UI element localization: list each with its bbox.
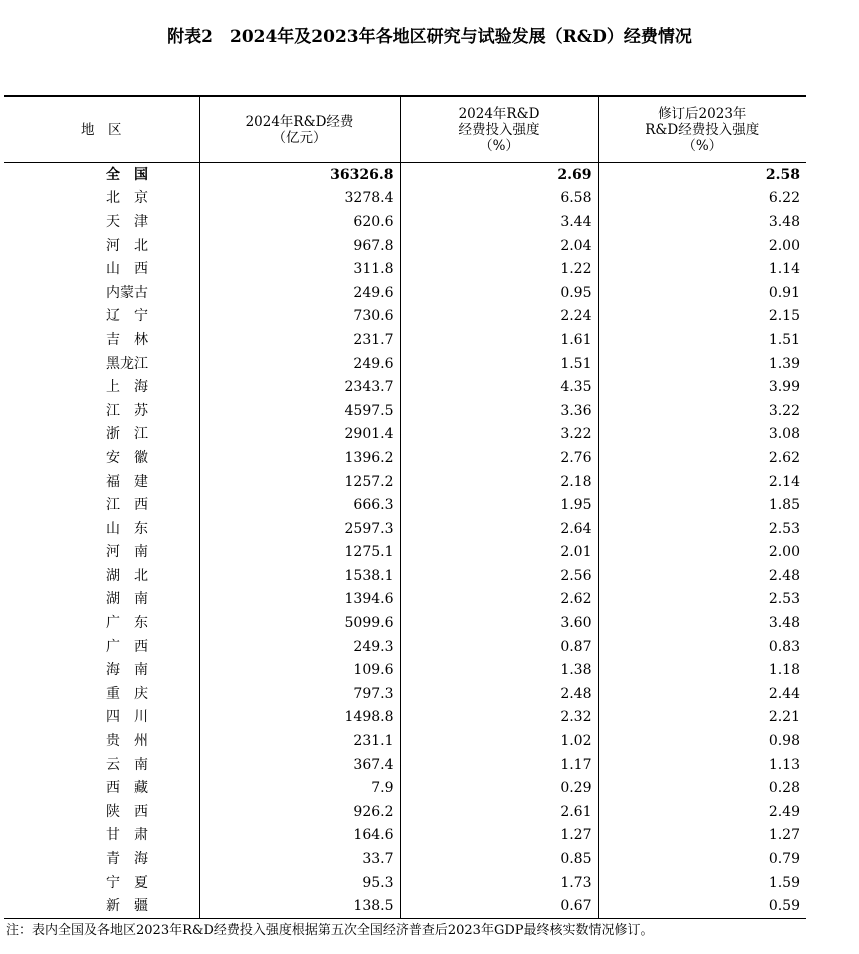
region-cell: 四 川 — [106, 709, 148, 726]
header-rd-2024-line1: 2024年R&D经费 — [245, 113, 354, 130]
intensity-2023-revised-cell: 2.62 — [598, 446, 806, 470]
intensity-2023-revised-cell: 0.79 — [598, 847, 806, 871]
region-cell: 内蒙古 — [106, 284, 148, 301]
header-intensity-2023-line2: R&D经费投入强度 — [645, 121, 760, 138]
table-row — [4, 706, 806, 730]
intensity-2024-cell: 4.35 — [400, 375, 598, 399]
rd-expenditure-table — [4, 95, 806, 919]
intensity-2024-cell: 2.18 — [400, 470, 598, 494]
rd-2024-cell: 249.3 — [199, 635, 400, 659]
region-cell: 湖 南 — [106, 591, 148, 608]
region-cell: 山 东 — [106, 520, 148, 537]
intensity-2023-revised-cell: 2.14 — [598, 470, 806, 494]
region-cell: 广 东 — [106, 615, 148, 632]
rd-2024-cell: 249.6 — [199, 281, 400, 305]
intensity-2024-cell: 1.51 — [400, 352, 598, 376]
rd-2024-cell: 1498.8 — [199, 706, 400, 730]
rd-2024-cell: 1538.1 — [199, 564, 400, 588]
intensity-2023-revised-cell: 2.15 — [598, 305, 806, 329]
region-cell: 吉 林 — [106, 331, 148, 348]
intensity-2024-cell: 1.22 — [400, 257, 598, 281]
region-cell: 云 南 — [106, 756, 148, 773]
intensity-2023-revised-cell: 3.48 — [598, 611, 806, 635]
intensity-2023-revised-cell: 1.13 — [598, 753, 806, 777]
rd-2024-cell: 1394.6 — [199, 588, 400, 612]
intensity-2023-revised-cell: 2.53 — [598, 588, 806, 612]
region-cell: 西 藏 — [106, 780, 148, 797]
intensity-2023-revised-cell: 2.49 — [598, 800, 806, 824]
rd-2024-cell: 109.6 — [199, 658, 400, 682]
table-row — [4, 517, 806, 541]
region-cell: 海 南 — [106, 662, 148, 679]
table-row — [4, 399, 806, 423]
intensity-2023-revised-cell: 2.00 — [598, 234, 806, 258]
intensity-2023-revised-cell: 2.48 — [598, 564, 806, 588]
intensity-2024-cell: 1.73 — [400, 871, 598, 895]
table-row — [4, 800, 806, 824]
rd-2024-cell: 797.3 — [199, 682, 400, 706]
rd-2024-cell: 730.6 — [199, 305, 400, 329]
rd-2024-cell: 2343.7 — [199, 375, 400, 399]
intensity-2024-cell: 2.48 — [400, 682, 598, 706]
table-row — [4, 187, 806, 211]
table-row-total — [4, 163, 806, 187]
intensity-2023-revised-cell: 3.08 — [598, 423, 806, 447]
intensity-2024-cell: 1.02 — [400, 729, 598, 753]
table-row — [4, 281, 806, 305]
region-cell: 浙 江 — [106, 426, 148, 443]
header-region-label: 地 区 — [81, 121, 122, 138]
table-row — [4, 210, 806, 234]
intensity-2023-revised-cell: 3.48 — [598, 210, 806, 234]
table-row — [4, 871, 806, 895]
header-region — [4, 96, 199, 163]
region-cell: 广 西 — [106, 638, 148, 655]
rd-2024-cell: 231.1 — [199, 729, 400, 753]
table-row — [4, 611, 806, 635]
page-title: 附表2 2024年及2023年各地区研究与试验发展（R&D）经费情况 — [167, 27, 692, 47]
region-cell: 上 海 — [106, 379, 148, 396]
intensity-2023-revised-cell: 2.44 — [598, 682, 806, 706]
intensity-2023-revised-cell: 1.18 — [598, 658, 806, 682]
intensity-2024-cell: 1.95 — [400, 493, 598, 517]
rd-2024-cell: 3278.4 — [199, 187, 400, 211]
header-intensity-2024-line1: 2024年R&D — [458, 105, 540, 122]
header-intensity-2024-line3: （%） — [479, 137, 519, 154]
rd-2024-cell: 231.7 — [199, 328, 400, 352]
intensity-2023-revised-cell: 0.98 — [598, 729, 806, 753]
header-intensity-2024 — [400, 96, 598, 163]
table-row — [4, 446, 806, 470]
region-cell: 河 北 — [106, 237, 148, 254]
intensity-2023-revised-cell: 0.28 — [598, 776, 806, 800]
rd-2024-cell: 5099.6 — [199, 611, 400, 635]
intensity-2023-revised-cell: 1.27 — [598, 824, 806, 848]
intensity-2024-cell: 2.64 — [400, 517, 598, 541]
header-rd-2024 — [199, 96, 400, 163]
table-row — [4, 423, 806, 447]
region-cell: 江 苏 — [106, 402, 148, 419]
region-cell: 宁 夏 — [106, 874, 148, 891]
intensity-2024-cell: 2.69 — [400, 163, 598, 187]
table-row — [4, 658, 806, 682]
intensity-2023-revised-cell: 1.14 — [598, 257, 806, 281]
region-cell: 天 津 — [106, 213, 148, 230]
intensity-2023-revised-cell: 1.51 — [598, 328, 806, 352]
rd-2024-cell: 1257.2 — [199, 470, 400, 494]
intensity-2024-cell: 1.38 — [400, 658, 598, 682]
table-row — [4, 682, 806, 706]
intensity-2024-cell: 2.62 — [400, 588, 598, 612]
region-cell: 辽 宁 — [106, 308, 148, 325]
rd-2024-cell: 95.3 — [199, 871, 400, 895]
intensity-2024-cell: 3.36 — [400, 399, 598, 423]
table-row — [4, 564, 806, 588]
intensity-2023-revised-cell: 0.83 — [598, 635, 806, 659]
intensity-2023-revised-cell: 2.21 — [598, 706, 806, 730]
rd-2024-cell: 2597.3 — [199, 517, 400, 541]
table-row — [4, 328, 806, 352]
table-row — [4, 375, 806, 399]
table-row — [4, 847, 806, 871]
rd-2024-cell: 967.8 — [199, 234, 400, 258]
header-intensity-2024-line2: 经费投入强度 — [458, 121, 540, 138]
region-cell: 陕 西 — [106, 803, 148, 820]
intensity-2023-revised-cell: 2.58 — [598, 163, 806, 187]
intensity-2024-cell: 2.32 — [400, 706, 598, 730]
intensity-2023-revised-cell: 3.99 — [598, 375, 806, 399]
intensity-2023-revised-cell: 2.00 — [598, 541, 806, 565]
intensity-2024-cell: 3.22 — [400, 423, 598, 447]
rd-2024-cell: 2901.4 — [199, 423, 400, 447]
intensity-2024-cell: 6.58 — [400, 187, 598, 211]
rd-2024-cell: 7.9 — [199, 776, 400, 800]
region-cell: 湖 北 — [106, 567, 148, 584]
table-row — [4, 493, 806, 517]
table-header-row — [4, 96, 806, 163]
intensity-2024-cell: 1.61 — [400, 328, 598, 352]
rd-2024-cell: 249.6 — [199, 352, 400, 376]
intensity-2024-cell: 2.04 — [400, 234, 598, 258]
region-cell: 山 西 — [106, 261, 148, 278]
table-row — [4, 635, 806, 659]
region-cell: 安 徽 — [106, 449, 148, 466]
table-row — [4, 776, 806, 800]
intensity-2024-cell: 3.60 — [400, 611, 598, 635]
table-row — [4, 234, 806, 258]
table-row — [4, 470, 806, 494]
intensity-2023-revised-cell: 6.22 — [598, 187, 806, 211]
region-cell: 江 西 — [106, 497, 148, 514]
intensity-2024-cell: 2.56 — [400, 564, 598, 588]
rd-2024-cell: 138.5 — [199, 894, 400, 918]
intensity-2024-cell: 0.85 — [400, 847, 598, 871]
intensity-2023-revised-cell: 1.85 — [598, 493, 806, 517]
rd-2024-cell: 311.8 — [199, 257, 400, 281]
region-cell: 北 京 — [106, 190, 148, 207]
rd-2024-cell: 367.4 — [199, 753, 400, 777]
header-intensity-2023-line1: 修订后2023年 — [658, 105, 747, 122]
intensity-2023-revised-cell: 0.91 — [598, 281, 806, 305]
region-cell: 全 国 — [106, 166, 148, 183]
rd-2024-cell: 666.3 — [199, 493, 400, 517]
intensity-2024-cell: 0.95 — [400, 281, 598, 305]
table-row — [4, 352, 806, 376]
table-row — [4, 541, 806, 565]
rd-2024-cell: 36326.8 — [199, 163, 400, 187]
intensity-2024-cell: 0.29 — [400, 776, 598, 800]
region-cell: 青 海 — [106, 851, 148, 868]
header-rd-2024-line2: （亿元） — [272, 129, 327, 146]
intensity-2024-cell: 1.17 — [400, 753, 598, 777]
table-body — [4, 163, 806, 919]
intensity-2024-cell: 2.76 — [400, 446, 598, 470]
intensity-2024-cell: 1.27 — [400, 824, 598, 848]
table-row — [4, 753, 806, 777]
region-cell: 黑龙江 — [106, 355, 148, 372]
rd-2024-cell: 1396.2 — [199, 446, 400, 470]
intensity-2023-revised-cell: 1.59 — [598, 871, 806, 895]
intensity-2024-cell: 0.67 — [400, 894, 598, 918]
table-row — [4, 729, 806, 753]
rd-2024-cell: 926.2 — [199, 800, 400, 824]
rd-2024-cell: 4597.5 — [199, 399, 400, 423]
intensity-2023-revised-cell: 0.59 — [598, 894, 806, 918]
intensity-2024-cell: 2.24 — [400, 305, 598, 329]
intensity-2024-cell: 2.01 — [400, 541, 598, 565]
table-footnote: 注：表内全国及各地区2023年R&D经费投入强度根据第五次全国经济普查后2023年GDP最终核实数情况修订。 — [6, 923, 654, 938]
intensity-2023-revised-cell: 3.22 — [598, 399, 806, 423]
rd-2024-cell: 1275.1 — [199, 541, 400, 565]
table-row — [4, 305, 806, 329]
region-cell: 福 建 — [106, 473, 148, 490]
table-row — [4, 894, 806, 918]
header-intensity-2023-line3: （%） — [682, 137, 723, 154]
region-cell: 重 庆 — [106, 685, 148, 702]
header-intensity-2023-revised — [598, 96, 806, 163]
intensity-2023-revised-cell: 1.39 — [598, 352, 806, 376]
intensity-2023-revised-cell: 2.53 — [598, 517, 806, 541]
rd-2024-cell: 33.7 — [199, 847, 400, 871]
intensity-2024-cell: 3.44 — [400, 210, 598, 234]
region-cell: 河 南 — [106, 544, 148, 561]
table-row — [4, 824, 806, 848]
table-row — [4, 257, 806, 281]
rd-2024-cell: 164.6 — [199, 824, 400, 848]
table-row — [4, 588, 806, 612]
rd-2024-cell: 620.6 — [199, 210, 400, 234]
intensity-2024-cell: 0.87 — [400, 635, 598, 659]
region-cell: 贵 州 — [106, 733, 148, 750]
region-cell: 甘 肃 — [106, 827, 148, 844]
region-cell: 新 疆 — [4, 894, 199, 918]
intensity-2024-cell: 2.61 — [400, 800, 598, 824]
